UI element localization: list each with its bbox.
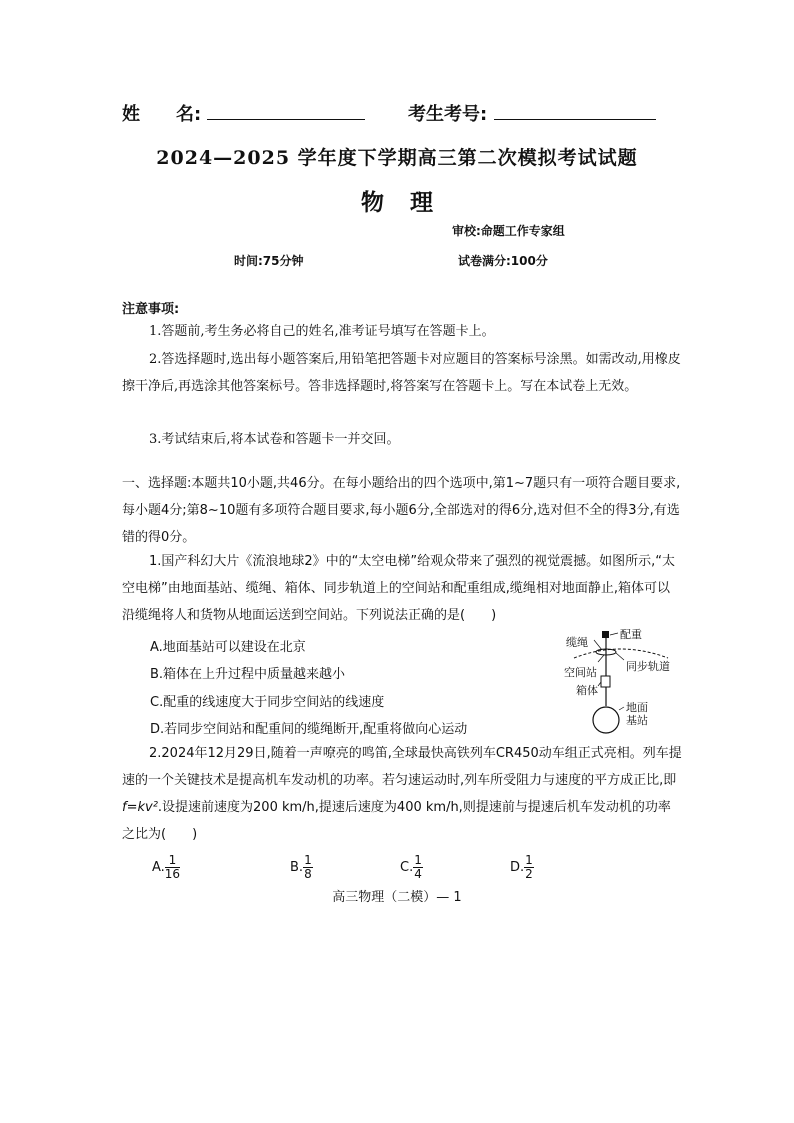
name-label: 姓 名: <box>122 104 202 125</box>
q2-option-b: B. $\frac{1}{8}$ <box>290 853 312 881</box>
q1-option-a: A.地面基站可以建设在北京 <box>150 640 306 655</box>
reviewer: 审校:命题工作专家组 <box>452 224 565 238</box>
q2-option-c: C. $\frac{1}{4}$ <box>400 853 422 881</box>
q1-option-c: C.配重的线速度大于同步空间站的线速度 <box>150 695 385 710</box>
space-elevator-figure <box>560 628 680 740</box>
fig-label-cable: 缆绳 <box>566 636 588 649</box>
fig-label-counterweight: 配重 <box>620 628 642 641</box>
fig-label-ground-1: 地面 <box>626 701 648 714</box>
subject-title: 物理 <box>361 190 459 216</box>
note-2: 2.答选择题时,选出每小题答案后,用铅笔把答题卡对应题目的答案标号涂黑。如需改动,用橡皮擦干净后,再选涂其他答案标号。答非选择题时,将答案写在答题卡上。写在本试卷上无效。 <box>122 352 681 394</box>
fraction: $\frac{1}{16}$ <box>164 853 181 881</box>
note-3: 3.考试结束后,将本试卷和答题卡一并交回。 <box>149 432 400 447</box>
id-blank[interactable] <box>494 103 656 120</box>
q2-stem <box>122 740 682 848</box>
notes-heading: 注意事项: <box>122 302 180 317</box>
q2-formula: f=kv² <box>122 800 158 815</box>
fraction: $\frac{1}{4}$ <box>414 853 422 881</box>
q1-option-d: D.若同步空间站和配重间的缆绳断开,配重将做向心运动 <box>150 722 468 737</box>
fraction: $\frac{1}{2}$ <box>525 853 533 881</box>
fig-label-orbit: 同步轨道 <box>626 660 670 673</box>
exam-title: 2024—2025 学年度下学期高三第二次模拟考试试题 <box>156 147 638 169</box>
note-1: 1.答题前,考生务必将自己的姓名,准考证号填写在答题卡上。 <box>149 324 495 339</box>
fig-label-ground-2: 基站 <box>626 714 648 727</box>
id-label: 考生考号: <box>408 104 488 125</box>
fraction: $\frac{1}{8}$ <box>304 853 312 881</box>
q2-stem-part-1: 2.2024年12月29日,随着一声嘹亮的鸣笛,全球最快高铁列车CR450动车组正式亮相。列车提速的一个关键技术是提高机车发动机的功率。若匀速运动时,列车所受阻力与速度的平方成正比,即 <box>122 746 682 788</box>
page-footer: 高三物理（二模）— 1 <box>332 890 462 905</box>
name-blank[interactable] <box>207 103 365 120</box>
q2-stem-part-2: .设提速前速度为200 km/h,提速后速度为400 km/h,则提速前与提速后机车发动机的功率之比为( ) <box>122 800 671 842</box>
full-score: 试卷满分:100分 <box>458 254 548 268</box>
q2-option-d: D. $\frac{1}{2}$ <box>510 853 533 881</box>
q1-stem: 1.国产科幻大片《流浪地球2》中的“太空电梯”给观众带来了强烈的视觉震撼。如图所示,“太空电梯”由地面基站、缆绳、箱体、同步轨道上的空间站和配重组成,缆绳相对地面静止,箱体可以沿缆绳将人和货物从地面运送到空间站。下列说法正确的是( ) <box>122 554 676 623</box>
fig-label-station: 空间站 <box>564 666 597 679</box>
exam-time: 时间:75分钟 <box>234 254 304 268</box>
header-row <box>122 100 656 126</box>
q1-option-b: B.箱体在上升过程中质量越来越小 <box>150 667 346 682</box>
q2-option-a: A. $\frac{1}{16}$ <box>152 853 181 881</box>
fig-label-box: 箱体 <box>576 684 598 697</box>
section-1-instructions: 一、选择题:本题共10小题,共46分。在每小题给出的四个选项中,第1~7题只有一项符合题目要求,每小题4分;第8~10题有多项符合题目要求,每小题6分,全部选对的得6分,选对但不全的得3分,有选错的得0分。 <box>122 476 681 545</box>
